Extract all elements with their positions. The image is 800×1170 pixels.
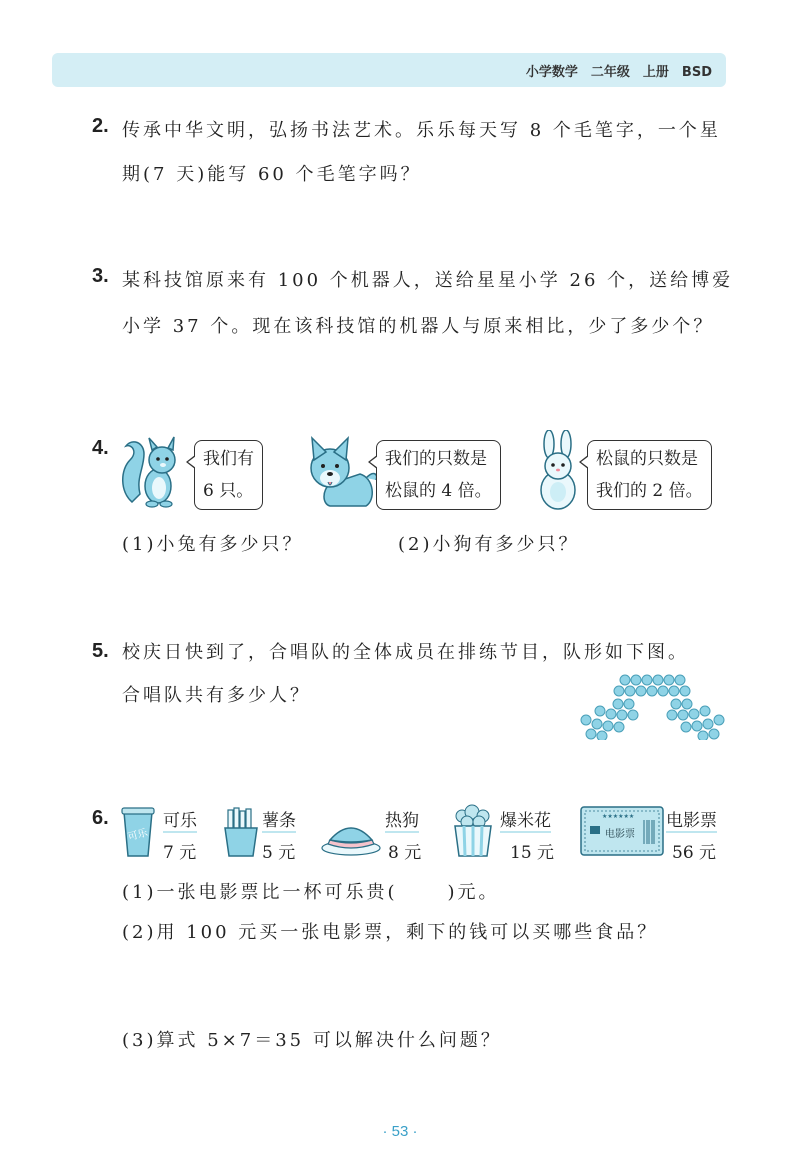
sub-question: (2)小狗有多少只？ xyxy=(398,534,580,555)
food-name: 爆米花 xyxy=(500,806,551,833)
svg-text:★★★★★★: ★★★★★★ xyxy=(602,813,635,820)
speech-bubble-dog xyxy=(376,440,501,510)
sub-question xyxy=(122,878,500,904)
header-text: 小学数学 二年级 上册 BSD xyxy=(525,65,712,80)
bubble-line: 我们的只数是 xyxy=(385,449,487,469)
page-number: · 53 · xyxy=(382,1123,418,1140)
food-price: 15 元 xyxy=(510,843,555,863)
question-number: 2. xyxy=(92,115,109,137)
movie-ticket-icon xyxy=(580,806,664,856)
question-text-line: 校庆日快到了，合唱队的全体成员在排练节目，队形如下图。 xyxy=(122,642,689,663)
question-text-line: 合唱队共有多少人？ xyxy=(122,685,311,706)
choir-formation-figure xyxy=(578,672,728,740)
bubble-line: 松鼠的只数是 xyxy=(596,449,698,469)
speech-bubble-rabbit xyxy=(587,440,712,510)
question-number: 4. xyxy=(92,437,109,459)
bubble-line: 6 只。 xyxy=(203,481,254,501)
food-price: 5 元 xyxy=(262,843,296,863)
food-name: 热狗 xyxy=(385,806,419,833)
question-text-line: 期(7 天)能写 60 个毛笔字吗？ xyxy=(122,164,422,185)
question-number: 3. xyxy=(92,265,109,287)
rabbit-icon xyxy=(532,430,584,512)
question-text-line: 某科技馆原来有 100 个机器人，送给星星小学 26 个，送给博爱 xyxy=(122,270,734,291)
fries-icon xyxy=(222,806,260,858)
hotdog-icon xyxy=(320,818,382,858)
cola-cup-icon xyxy=(120,806,156,858)
food-price: 8 元 xyxy=(388,843,422,863)
food-name: 电影票 xyxy=(666,806,717,833)
food-price: 7 元 xyxy=(163,843,197,863)
popcorn-icon xyxy=(452,804,494,858)
sub-question: (1)小兔有多少只？ xyxy=(122,534,304,555)
bubble-line: 我们有 xyxy=(203,449,254,469)
food-price: 56 元 xyxy=(672,843,717,863)
sub-question: (2)用 100 元买一张电影票，剩下的钱可以买哪些食品？ xyxy=(122,922,659,943)
speech-bubble-squirrel xyxy=(194,440,263,510)
bubble-line: 松鼠的 4 倍。 xyxy=(385,481,492,501)
header-band xyxy=(52,53,726,87)
cola-cup-label: 可乐 xyxy=(126,827,149,844)
question-number: 6. xyxy=(92,807,109,829)
question-number: 5. xyxy=(92,640,109,662)
dog-icon xyxy=(300,434,380,512)
sub-question-text: (1)一张电影票比一杯可乐贵( xyxy=(122,882,398,903)
question-text-line: 小学 37 个。现在该科技馆的机器人与原来相比，少了多少个？ xyxy=(122,316,715,337)
bubble-line: 我们的 2 倍。 xyxy=(596,481,703,501)
food-name: 薯条 xyxy=(262,806,296,833)
ticket-label: 电影票 xyxy=(605,829,635,840)
question-text-line: 传承中华文明，弘扬书法艺术。乐乐每天写 8 个毛笔字，一个星 xyxy=(122,120,721,141)
food-name: 可乐 xyxy=(163,806,197,833)
sub-question: (3)算式 5×7＝35 可以解决什么问题？ xyxy=(122,1030,502,1051)
sub-question-text: )元。 xyxy=(447,882,500,903)
squirrel-icon xyxy=(118,432,188,510)
